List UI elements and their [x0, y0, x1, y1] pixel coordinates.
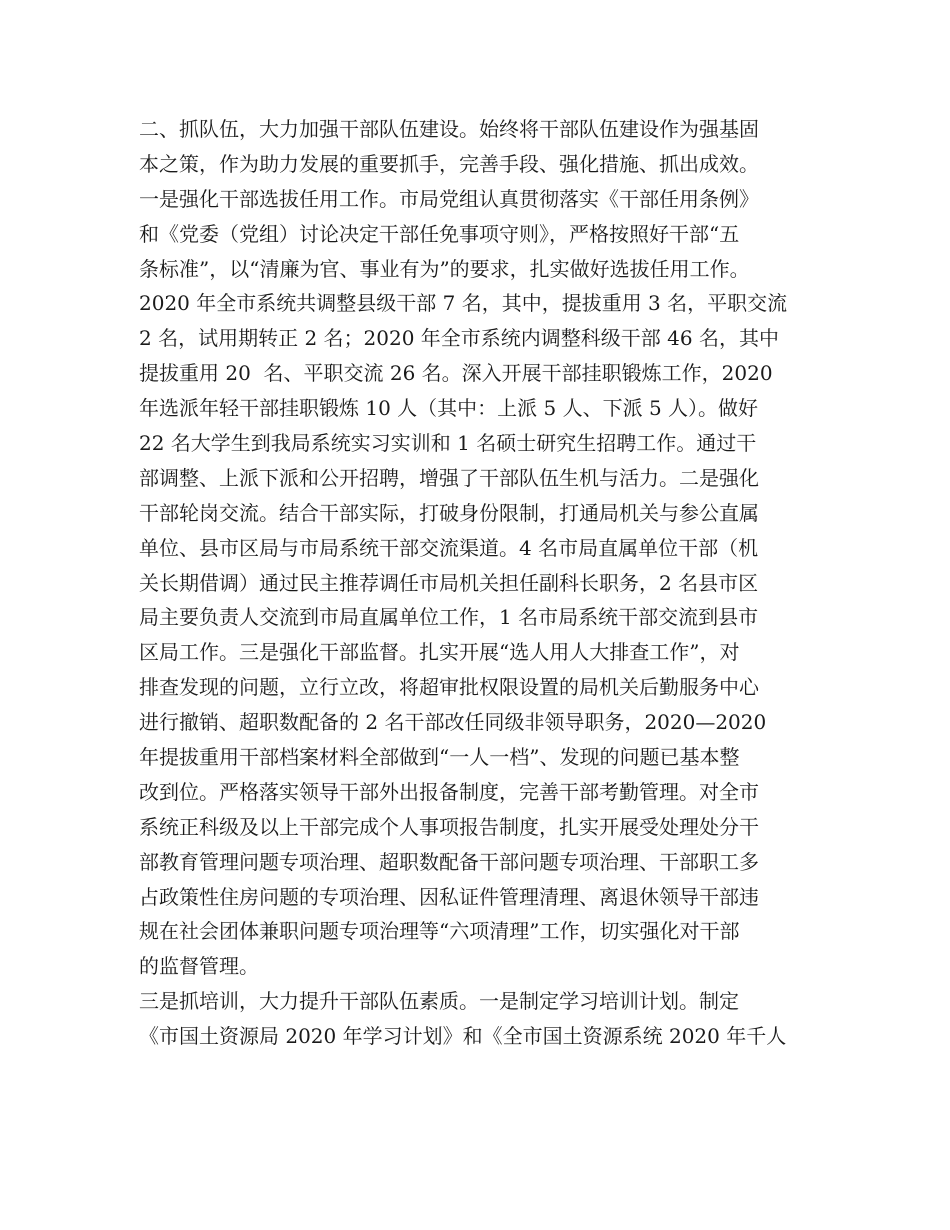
text-line: 干部轮岗交流。结合干部实际，打破身份限制，打通局机关与参公直属	[139, 500, 759, 525]
text-line: 2 名，试用期转正 2 名；2020 年全市系统内调整科级干部 46 名，其中	[139, 326, 779, 351]
text-line: 和《党委（党组）讨论决定干部任免事项守则》，严格按照好干部“五	[139, 221, 740, 246]
text-line: 条标准”，以“清廉为官、事业有为”的要求，扎实做好选拔任用工作。	[139, 256, 750, 281]
text-line: 一是强化干部选拔任用工作。市局党组认真贯彻落实《干部任用条例》	[139, 186, 759, 211]
text-line: 的监督管理。	[139, 954, 259, 979]
text-line: 进行撤销、超职数配备的 2 名干部改任同级非领导职务，2020—2020	[139, 710, 767, 735]
text-line: 占政策性住房问题的专项治理、因私证件管理清理、离退休领导干部违	[139, 884, 759, 909]
text-line: 年提拔重用干部档案材料全部做到“一人一档”、发现的问题已基本整	[139, 745, 740, 770]
text-line: 部调整、上派下派和公开招聘，增强了干部队伍生机与活力。二是强化	[139, 465, 759, 490]
text-line: 《市国土资源局 2020 年学习计划》和《全市国土资源系统 2020 年千人	[139, 1024, 787, 1049]
text-line: 规在社会团体兼职问题专项治理等“六项清理”工作，切实强化对干部	[139, 919, 740, 944]
text-line: 2020 年全市系统共调整县级干部 7 名，其中，提拔重用 3 名，平职交流	[139, 291, 788, 316]
text-line: 二、抓队伍，大力加强干部队伍建设。始终将干部队伍建设作为强基固	[139, 117, 759, 141]
text-line: 排查发现的问题，立行立改，将超审批权限设置的局机关后勤服务中心	[139, 675, 759, 700]
text-line: 区局工作。三是强化干部监督。扎实开展“选人用人大排查工作”，对	[139, 640, 740, 665]
text-line: 单位、县市区局与市局系统干部交流渠道。4 名市局直属单位干部（机	[139, 535, 759, 560]
text-line: 年选派年轻干部挂职锻炼 10 人（其中：上派 5 人、下派 5 人）。做好	[139, 396, 759, 421]
text-line: 提拔重用 20 名、平职交流 26 名。深入开展干部挂职锻炼工作，2020	[139, 361, 773, 386]
body-text	[139, 112, 839, 1054]
text-line: 部教育管理问题专项治理、超职数配备干部问题专项治理、干部职工多	[139, 849, 759, 874]
text-line: 系统正科级及以上干部完成个人事项报告制度，扎实开展受处理处分干	[139, 814, 759, 839]
text-line: 22 名大学生到我局系统实习实训和 1 名硕士研究生招聘工作。通过干	[139, 431, 757, 456]
text-line: 局主要负责人交流到市局直属单位工作，1 名市局系统干部交流到县市	[139, 605, 759, 630]
text-line: 关长期借调）通过民主推荐调任市局机关担任副科长职务，2 名县市区	[139, 570, 759, 595]
text-line: 本之策，作为助力发展的重要抓手，完善手段、强化措施、抓出成效。	[139, 151, 759, 176]
text-line: 三是抓培训，大力提升干部队伍素质。一是制定学习培训计划。制定	[139, 989, 739, 1014]
text-line: 改到位。严格落实领导干部外出报备制度，完善干部考勤管理。对全市	[139, 779, 759, 804]
